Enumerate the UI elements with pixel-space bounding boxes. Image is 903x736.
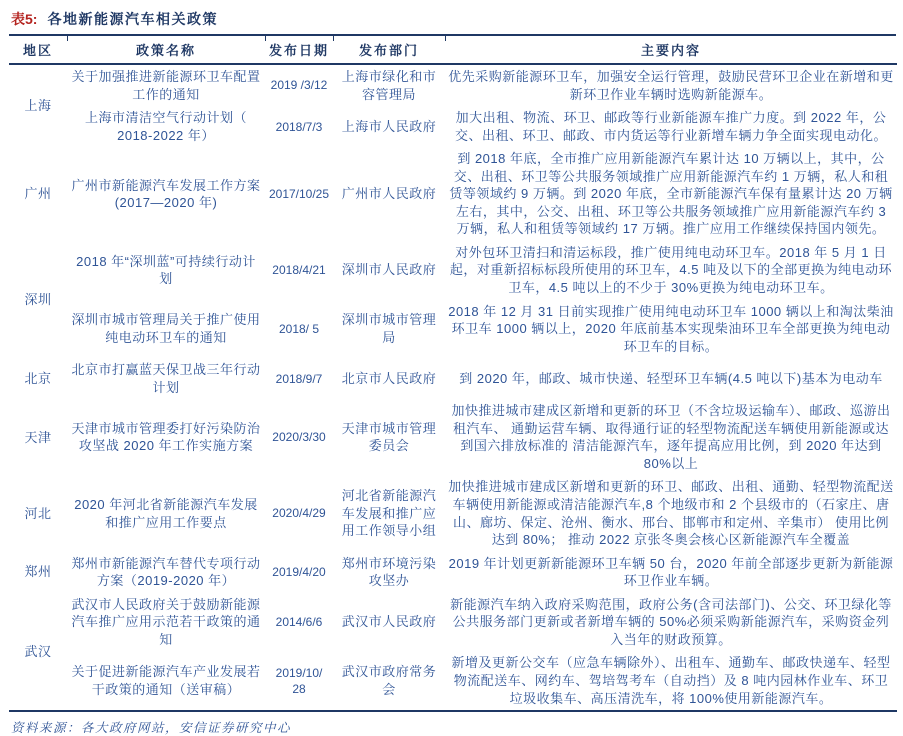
content-cell: 优先采购新能源环卫车，加强安全运行管理，鼓励民营环卫企业在新增和更新环卫作业车辆时选购新能源车。 (448, 69, 894, 102)
col-header-content: 主要内容 (445, 36, 897, 64)
dept-cell: 广州市人民政府 (341, 186, 437, 202)
date-cell: 2019/4/20 (272, 565, 326, 580)
dept-cell: 深圳市人民政府 (341, 262, 437, 278)
content-cell: 新能源汽车纳入政府采购范围，政府公务(含司法部门)、公交、环卫绿化等公共服务部门更新或者新增车辆的 50%必须采购新能源汽车，采购资金列入当年的财政预算。 (450, 596, 892, 647)
col-header-region: 地区 (9, 36, 67, 64)
date-cell: 2017/10/25 (268, 186, 330, 201)
table-row (9, 241, 897, 300)
col-header-policy: 政策名称 (67, 36, 265, 64)
table-row (9, 552, 897, 593)
col-header-dept: 发布部门 (333, 36, 445, 64)
policy-name-cell: 郑州市新能源汽车替代专项行动方案（2019-2020 年） (71, 555, 261, 589)
dept-cell: 武汉市政府常务会 (341, 664, 437, 697)
content-cell: 到 2020 年，邮政、城市快递、轻型环卫车辆(4.5 吨以下)基本为电动车 (459, 370, 883, 386)
header-row (9, 36, 897, 64)
region-cell: 深圳 (24, 291, 52, 307)
date-cell: 2020/3/30 (272, 430, 326, 445)
dept-cell: 深圳市城市管理局 (341, 312, 437, 345)
region-cell: 上海 (24, 98, 52, 114)
table-row (9, 475, 897, 551)
date-cell: 2018/7/3 (275, 119, 323, 134)
content-cell: 加快推进城市建成区新增和更新的环卫（不含垃圾运输车）、邮政、巡游出租汽车、 通勤运营车辆、取得通行证的轻型物流配送车辆使用新能源或达到国六排放标准的 清洁能源汽车，逐年提高应用比例，到 2020 年达到 80%以上 (451, 403, 891, 471)
date-cell: 2018/ 5 (278, 321, 320, 336)
dept-cell: 武汉市人民政府 (341, 614, 437, 630)
table-row (9, 399, 897, 475)
policy-name-cell: 北京市打赢蓝天保卫战三年行动计划 (71, 362, 261, 395)
date-cell: 2014/6/6 (275, 614, 323, 629)
col-header-date: 发布日期 (265, 36, 333, 64)
table-row (9, 64, 897, 106)
table-header (9, 36, 897, 64)
policy-name-cell: 2020 年河北省新能源汽车发展和推广应用工作要点 (74, 497, 258, 530)
dept-cell: 上海市人民政府 (341, 118, 437, 134)
policy-table (9, 36, 897, 712)
date-cell: 2018/9/7 (275, 371, 323, 386)
region-cell: 广州 (24, 186, 52, 202)
content-cell: 2018 年 12 月 31 日前实现推广使用纯电动环卫车 1000 辆以上和淘汰柴油环卫车 1000 辆以上，2020 年底前基本实现柴油环卫车全部更换为纯电动环卫车的目标。 (448, 303, 894, 354)
dept-cell: 河北省新能源汽车发展和推广应用工作领导小组 (341, 488, 437, 539)
table-title-text: 各地新能源汽车相关政策 (47, 11, 218, 27)
table-row (9, 358, 897, 399)
dept-cell: 天津市城市管理委员会 (341, 420, 437, 454)
content-cell: 加大出租、物流、环卫、邮政等行业新能源车推广力度。到 2022 年，公交、出租、环卫、邮政、市内货运等行业新增车辆力争全面实现电动化。 (454, 110, 887, 143)
content-cell: 2019 年计划更新新能源环卫车辆 50 台，2020 年前全部逐步更新为新能源环卫作业车辆。 (448, 555, 894, 589)
region-cell: 武汉 (24, 643, 52, 659)
policy-name-cell: 关于促进新能源汽车产业发展若干政策的通知（送审稿） (71, 664, 261, 697)
date-cell: 2018/4/21 (272, 263, 326, 278)
table-row (9, 147, 897, 241)
policy-name-cell: 关于加强推进新能源环卫车配置工作的通知 (71, 69, 261, 102)
date-cell: 2020/4/29 (272, 506, 326, 521)
table-row (9, 593, 897, 652)
dept-cell: 北京市人民政府 (341, 370, 437, 386)
table-number-label: 表5: (11, 11, 38, 27)
content-cell: 加快推进城市建成区新增和更新的环卫、邮政、出租、通勤、轻型物流配送车辆使用新能源或清洁能源汽车,8 个地级市和 2 个县级市的（石家庄、唐山、廊坊、保定、沧州、衡水、邢台、邯郸市和定州、辛集市） 使用比例达到 80%； 推动 2022 京张冬奥会核心区新能源汽车全覆盖 (448, 479, 894, 548)
policy-name-cell: 上海市清洁空气行动计划（ 2018-2022 年） (84, 110, 247, 143)
region-cell: 天津 (24, 429, 52, 445)
policy-name-cell: 2018 年“深圳蓝”可持续行动计划 (76, 253, 256, 287)
content-cell: 到 2018 年底，全市推广应用新能源汽车累计达 10 万辆以上，其中，公交、出租、环卫等公共服务领域推广应用新能源汽车约 1 万辆，私人和租赁等领域约 9 万辆。到 2020 年底，全市新能源汽车保有量累计达 20 万辆左右，其中，公交、出租、环卫等公共服务领域推广应用新能源汽车约 3 万辆，私人和租赁等领域约 17 万辆。推广应用工作继续保持国内领先。 (449, 151, 893, 237)
content-cell: 新增及更新公交车（应急车辆除外）、出租车、通勤车、邮政快递车、轻型物流配送车、网约车、驾培驾考车（自动挡）及 8 吨内园林作业车、环卫垃圾收集车、高压清洗车，将 100%使用新能源汽车。 (451, 655, 891, 706)
date-cell: 2019 /3/12 (270, 78, 328, 93)
table-row (9, 106, 897, 147)
table-title (9, 6, 896, 36)
content-cell: 对外包环卫清扫和清运标段，推广使用纯电动环卫车。2018 年 5 月 1 日起，对重新招标标段所使用的环卫车，4.5 吨及以下的全部更换为纯电动环卫车，4.5 吨以上的不少于 30%更换为纯电动环卫车。 (449, 244, 893, 296)
region-cell: 北京 (24, 370, 52, 386)
dept-cell: 郑州市环境污染攻坚办 (341, 555, 437, 589)
region-cell: 河北 (24, 505, 52, 521)
table-row (9, 300, 897, 359)
policy-name-cell: 深圳市城市管理局关于推广使用纯电动环卫车的通知 (71, 312, 261, 345)
policy-name-cell: 广州市新能源汽车发展工作方案(2017—2020 年) (71, 177, 261, 211)
table-row (9, 651, 897, 711)
policy-name-cell: 天津市城市管理委打好污染防治攻坚战 2020 年工作实施方案 (71, 420, 261, 454)
table-body (9, 64, 897, 711)
policy-name-cell: 武汉市人民政府关于鼓励新能源汽车推广应用示范若干政策的通知 (71, 596, 261, 647)
dept-cell: 上海市绿化和市容管理局 (341, 69, 437, 102)
source-note: 资料来源：各大政府网站，安信证券研究中心 (11, 721, 292, 736)
region-cell: 郑州 (24, 564, 52, 580)
date-cell: 2019/10/ 28 (275, 665, 323, 696)
